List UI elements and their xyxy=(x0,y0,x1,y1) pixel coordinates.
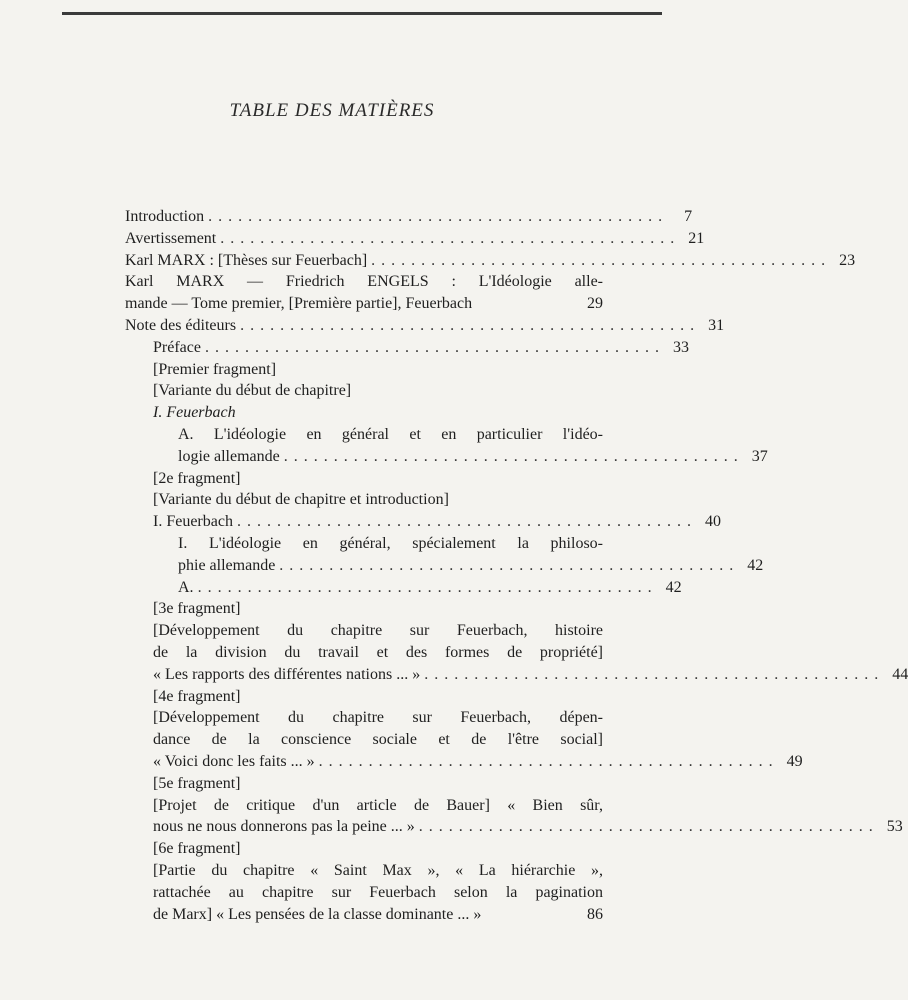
entry-line: I. L'idéologie en général, spécialement la philoso- xyxy=(178,534,603,552)
dot-leader: .............................................. xyxy=(371,251,832,269)
entry-title: Note des éditeurs xyxy=(125,316,237,334)
entry-line: [2e fragment] xyxy=(153,469,241,487)
entry-line: [Projet de critique d'un article de Bauer] « Bien sûr, xyxy=(153,796,603,814)
top-rule xyxy=(62,12,662,15)
entry-line: [4e fragment] xyxy=(153,687,241,705)
entry-line: Karl MARX — Friedrich ENGELS : L'Idéologie alle- xyxy=(125,273,603,291)
toc-entry xyxy=(125,250,856,272)
entry-title: I. Feuerbach xyxy=(153,513,233,531)
entry-line: [Partie du chapitre « Saint Max », « La hiérarchie », xyxy=(153,861,603,879)
entry-line: de la division du travail et des formes de propriété] xyxy=(153,643,603,661)
entry-title: A. xyxy=(178,578,194,596)
entry-title: Avertissement xyxy=(125,229,217,247)
entry-page: 40 xyxy=(704,513,721,531)
toc-entry xyxy=(125,555,764,577)
toc-entry xyxy=(125,315,725,337)
entry-page: 37 xyxy=(751,447,768,465)
entry-title: mande — Tome premier, [Première partie], Feuerbach xyxy=(125,295,473,313)
entry-title: Introduction xyxy=(125,208,205,225)
dot-leader: .............................................. xyxy=(236,513,697,531)
entry-page: 7 xyxy=(684,208,693,225)
dot-leader: .............................................. xyxy=(197,578,658,596)
entry-page: 53 xyxy=(886,818,903,836)
toc-entry xyxy=(125,206,693,228)
table-of-contents xyxy=(125,206,908,925)
entry-line: [3e fragment] xyxy=(153,600,241,618)
entry-line: [Variante du début de chapitre et introduction] xyxy=(153,491,449,509)
dot-leader: .............................................. xyxy=(220,229,681,247)
toc-entry xyxy=(125,511,721,533)
toc-entry xyxy=(125,293,603,315)
dot-leader: .............................................. xyxy=(283,447,744,465)
toc-entry xyxy=(125,751,803,773)
entry-title: logie allemande xyxy=(178,447,280,465)
entry-page: 42 xyxy=(665,578,682,596)
entry-page: 86 xyxy=(587,905,603,923)
entry-title: phie allemande xyxy=(178,556,276,574)
entry-page: 44 xyxy=(892,665,908,683)
dot-leader: .............................................. xyxy=(204,338,665,356)
dot-leader: .............................................. xyxy=(279,556,740,574)
entry-line: [5e fragment] xyxy=(153,774,241,792)
toc-entry xyxy=(125,904,603,926)
entry-line: [Développement du chapitre sur Feuerbach, dépen- xyxy=(153,709,603,727)
entry-line: [Premier fragment] xyxy=(153,360,277,378)
page-title: TABLE DES MATIÈRES xyxy=(229,100,435,121)
toc-entry xyxy=(125,664,908,686)
toc-entry xyxy=(125,337,689,359)
dot-leader: .............................................. xyxy=(240,316,701,334)
toc-entry xyxy=(125,816,903,838)
dot-leader: .............................................. xyxy=(208,208,669,225)
entry-line: [Variante du début de chapitre] xyxy=(153,382,352,400)
entry-line: [Développement du chapitre sur Feuerbach, histoire xyxy=(153,622,603,640)
entry-page: 29 xyxy=(587,295,603,313)
dot-leader: .............................................. xyxy=(318,752,779,770)
entry-page: 42 xyxy=(747,556,764,574)
entry-line: [6e fragment] xyxy=(153,840,241,858)
dot-leader: .............................................. xyxy=(424,665,885,683)
toc-entry xyxy=(125,446,768,468)
entry-page: 23 xyxy=(839,251,856,269)
entry-line: A. L'idéologie en général et en particulier l'idéo- xyxy=(178,425,603,443)
entry-page: 21 xyxy=(688,229,705,247)
entry-line: dance de la conscience sociale et de l'être social] xyxy=(153,731,603,749)
entry-title: Préface xyxy=(153,338,201,356)
entry-line: rattachée au chapitre sur Feuerbach selon la pagination xyxy=(153,883,603,901)
entry-title: « Les rapports des différentes nations ... » xyxy=(153,665,421,683)
entry-title: de Marx] « Les pensées de la classe dominante ... » xyxy=(153,905,482,923)
dot-leader: .............................................. xyxy=(418,818,879,836)
entry-line: I. Feuerbach xyxy=(153,404,236,422)
entry-title: nous ne nous donnerons pas la peine ... » xyxy=(153,818,415,836)
toc-entry xyxy=(125,577,682,599)
toc-entry xyxy=(125,228,705,250)
entry-title: « Voici donc les faits ... » xyxy=(153,752,315,770)
entry-page: 33 xyxy=(672,338,689,356)
entry-page: 49 xyxy=(786,752,803,770)
entry-title: Karl MARX : [Thèses sur Feuerbach] xyxy=(125,251,368,269)
entry-page: 31 xyxy=(708,316,725,334)
